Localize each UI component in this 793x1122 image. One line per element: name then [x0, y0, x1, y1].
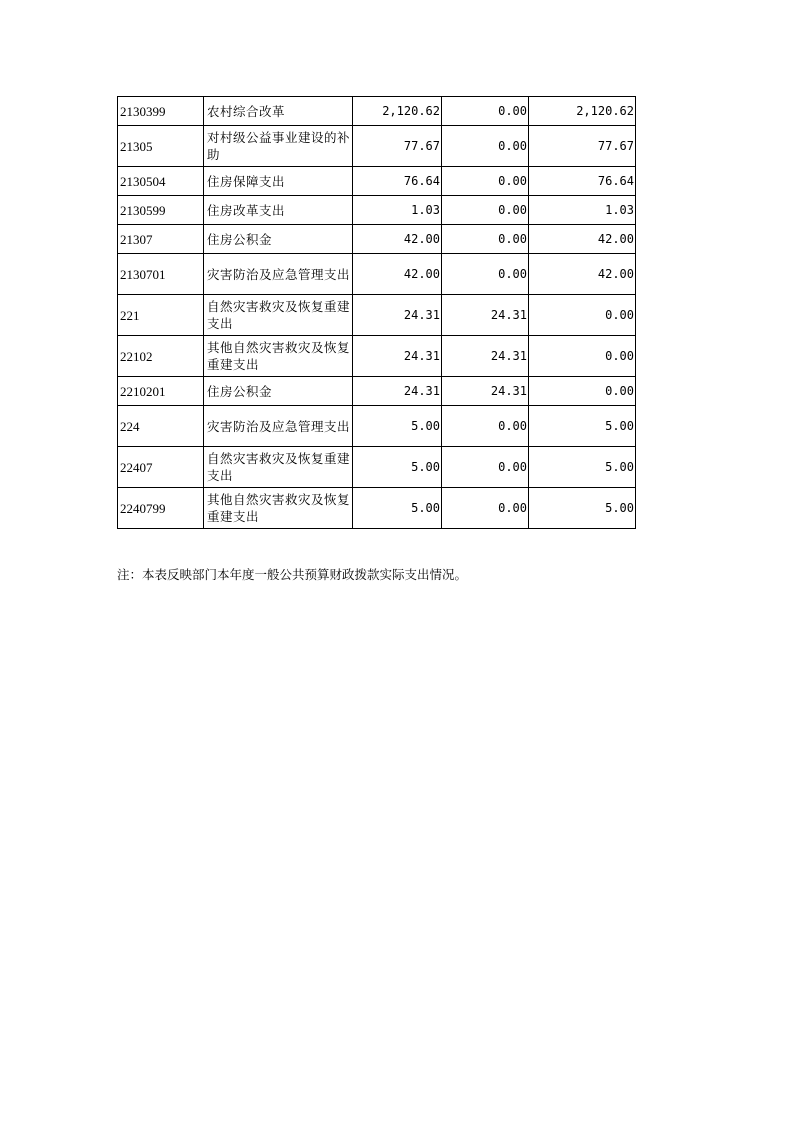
- subject-name: 住房公积金: [204, 377, 353, 406]
- subject-code: 2130599: [118, 196, 204, 225]
- subject-code: 221: [118, 295, 204, 336]
- basic-amount: 24.31: [442, 377, 529, 406]
- project-amount: 1.03: [529, 196, 636, 225]
- project-amount: 0.00: [529, 295, 636, 336]
- total-amount: 42.00: [353, 254, 442, 295]
- project-amount: 5.00: [529, 447, 636, 488]
- subject-code: 2240799: [118, 488, 204, 529]
- project-amount: 42.00: [529, 254, 636, 295]
- table-footnote: 注：本表反映部门本年度一般公共预算财政拨款实际支出情况。: [117, 567, 468, 582]
- total-amount: 24.31: [353, 295, 442, 336]
- subject-code: 224: [118, 406, 204, 447]
- project-amount: 76.64: [529, 167, 636, 196]
- table-row: [118, 336, 636, 377]
- total-amount: 5.00: [353, 406, 442, 447]
- basic-amount: 0.00: [442, 225, 529, 254]
- total-amount: 5.00: [353, 447, 442, 488]
- project-amount: 0.00: [529, 336, 636, 377]
- basic-amount: 0.00: [442, 488, 529, 529]
- subject-code: 22102: [118, 336, 204, 377]
- expenditure-table: [117, 96, 636, 529]
- basic-amount: 0.00: [442, 126, 529, 167]
- subject-name: 农村综合改革: [204, 97, 353, 126]
- table-row: [118, 488, 636, 529]
- table-row: [118, 406, 636, 447]
- total-amount: 42.00: [353, 225, 442, 254]
- subject-name: 住房改革支出: [204, 196, 353, 225]
- project-amount: 77.67: [529, 126, 636, 167]
- total-amount: 2,120.62: [353, 97, 442, 126]
- table-row: [118, 295, 636, 336]
- subject-name: 灾害防治及应急管理支出: [204, 254, 353, 295]
- total-amount: 76.64: [353, 167, 442, 196]
- subject-name: 灾害防治及应急管理支出: [204, 406, 353, 447]
- subject-code: 21305: [118, 126, 204, 167]
- project-amount: 42.00: [529, 225, 636, 254]
- subject-name: 自然灾害救灾及恢复重建支出: [204, 447, 353, 488]
- project-amount: 2,120.62: [529, 97, 636, 126]
- total-amount: 24.31: [353, 377, 442, 406]
- table-row: [118, 126, 636, 167]
- subject-name: 对村级公益事业建设的补助: [204, 126, 353, 167]
- subject-code: 21307: [118, 225, 204, 254]
- subject-code: 2210201: [118, 377, 204, 406]
- table-row: [118, 167, 636, 196]
- table-row: [118, 377, 636, 406]
- table-row: [118, 254, 636, 295]
- basic-amount: 0.00: [442, 97, 529, 126]
- project-amount: 0.00: [529, 377, 636, 406]
- basic-amount: 0.00: [442, 167, 529, 196]
- basic-amount: 24.31: [442, 295, 529, 336]
- subject-code: 2130504: [118, 167, 204, 196]
- basic-amount: 0.00: [442, 196, 529, 225]
- basic-amount: 0.00: [442, 254, 529, 295]
- table-row: [118, 447, 636, 488]
- project-amount: 5.00: [529, 406, 636, 447]
- table-row: [118, 225, 636, 254]
- subject-name: 自然灾害救灾及恢复重建支出: [204, 295, 353, 336]
- subject-name: 住房保障支出: [204, 167, 353, 196]
- subject-code: 2130701: [118, 254, 204, 295]
- total-amount: 77.67: [353, 126, 442, 167]
- basic-amount: 0.00: [442, 447, 529, 488]
- basic-amount: 24.31: [442, 336, 529, 377]
- subject-name: 其他自然灾害救灾及恢复重建支出: [204, 336, 353, 377]
- table-row: [118, 196, 636, 225]
- subject-name: 其他自然灾害救灾及恢复重建支出: [204, 488, 353, 529]
- subject-name: 住房公积金: [204, 225, 353, 254]
- basic-amount: 0.00: [442, 406, 529, 447]
- total-amount: 24.31: [353, 336, 442, 377]
- total-amount: 5.00: [353, 488, 442, 529]
- table-row: [118, 97, 636, 126]
- subject-code: 2130399: [118, 97, 204, 126]
- subject-code: 22407: [118, 447, 204, 488]
- project-amount: 5.00: [529, 488, 636, 529]
- total-amount: 1.03: [353, 196, 442, 225]
